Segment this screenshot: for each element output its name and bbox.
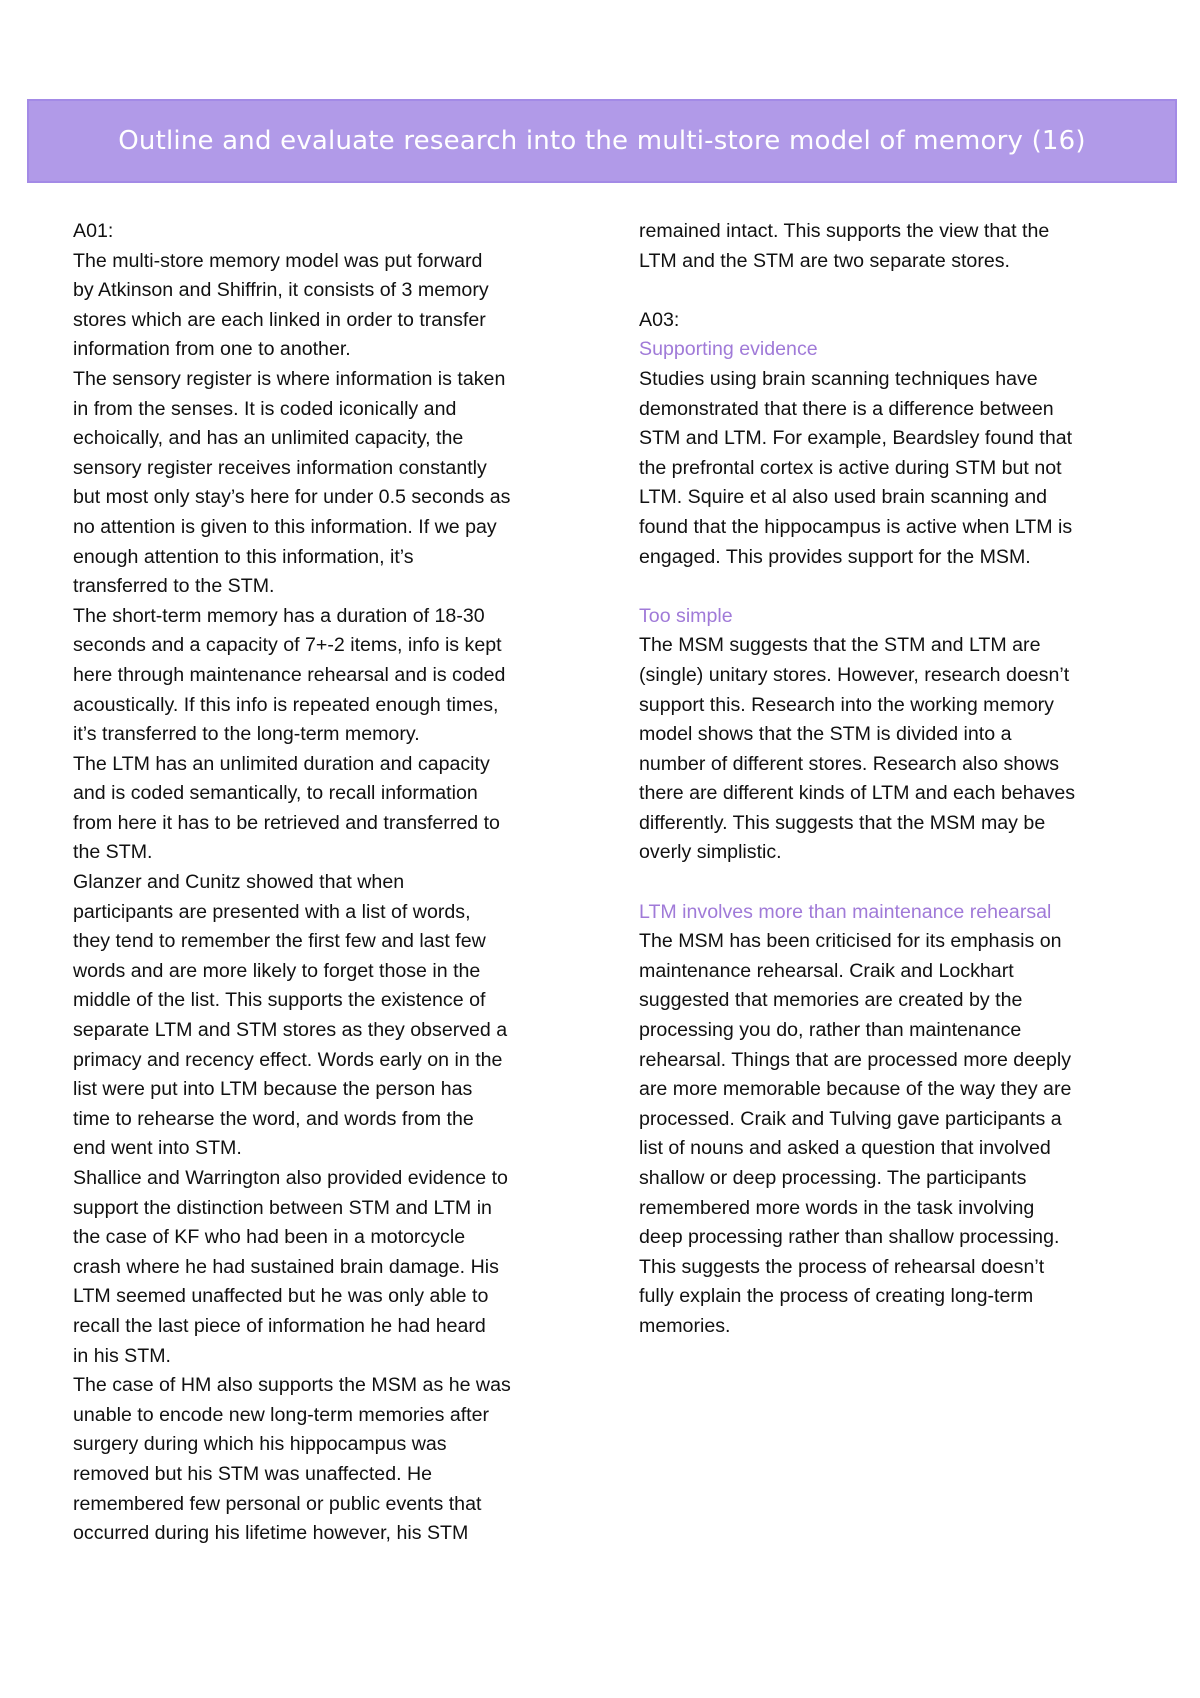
text-line: maintenance rehearsal. Craik and Lockhart: [639, 959, 1014, 982]
text-line: The short-term memory has a duration of 18-30: [73, 604, 485, 627]
text-line: the case of KF who had been in a motorcycle: [73, 1226, 466, 1249]
text-line: stores which are each linked in order to transfer: [73, 308, 486, 331]
text-line: participants are presented with a list of words,: [73, 900, 471, 923]
spacer: [639, 868, 1159, 898]
text-line: no attention is given to this information. If we pay: [73, 515, 497, 538]
section-subheading: LTM involves more than maintenance rehearsal: [639, 900, 1052, 923]
text-line: separate LTM and STM stores as they observed a: [73, 1019, 508, 1042]
text-line: the STM.: [73, 841, 153, 864]
text-line: model shows that the STM is divided into a: [639, 723, 1012, 746]
text-line: The MSM suggests that the STM and LTM are: [639, 634, 1041, 657]
text-line: crash where he had sustained brain damage. His: [73, 1255, 499, 1278]
text-line: seconds and a capacity of 7+-2 items, info is kept: [73, 634, 502, 657]
ao1-heading: A01:: [73, 220, 114, 242]
text-line: end went into STM.: [73, 1137, 242, 1160]
evaluation-section: [639, 898, 1159, 1342]
text-line: time to rehearse the word, and words from the: [73, 1107, 474, 1130]
text-line: support this. Research into the working memory: [639, 693, 1054, 716]
text-line: The multi-store memory model was put forward: [73, 249, 483, 272]
text-line: sensory register receives information constantly: [73, 456, 487, 479]
text-line: words and are more likely to forget those in the: [73, 959, 481, 982]
text-line: information from one to another.: [73, 338, 351, 361]
text-line: primacy and recency effect. Words early on in the: [73, 1048, 503, 1071]
text-line: The LTM has an unlimited duration and capacity: [73, 752, 490, 775]
text-line: suggested that memories are created by the: [639, 989, 1023, 1012]
spacer: [639, 572, 1159, 602]
text-line: enough attention to this information, it’s: [73, 545, 414, 568]
text-line: engaged. This provides support for the MSM.: [639, 545, 1031, 568]
text-line: found that the hippocampus is active when LTM is: [639, 515, 1073, 538]
text-line: shallow or deep processing. The participants: [639, 1167, 1027, 1189]
text-line: rehearsal. Things that are processed more deeply: [639, 1048, 1072, 1071]
text-line: and is coded semantically, to recall information: [73, 782, 478, 805]
text-line: number of different stores. Research also shows: [639, 752, 1060, 775]
left-column: [73, 217, 583, 1549]
text-line: overly simplistic.: [639, 841, 782, 864]
text-line: middle of the list. This supports the existence of: [73, 989, 486, 1012]
text-line: are more memorable because of the way they are: [639, 1078, 1072, 1101]
text-line: The case of HM also supports the MSM as he was: [73, 1374, 511, 1397]
text-line: remembered few personal or public events that: [73, 1492, 482, 1515]
text-line: remained intact. This supports the view that the: [639, 220, 1050, 242]
text-line: STM and LTM. For example, Beardsley found that: [639, 427, 1073, 450]
text-line: Glanzer and Cunitz showed that when: [73, 871, 405, 894]
text-line: there are different kinds of LTM and each behaves: [639, 782, 1076, 805]
text-line: (single) unitary stores. However, research doesn’t: [639, 663, 1070, 686]
text-line: echoically, and has an unlimited capacity, the: [73, 427, 464, 450]
text-line: acoustically. If this info is repeated enough times,: [73, 693, 499, 716]
evaluation-section: [639, 335, 1159, 572]
text-line: from here it has to be retrieved and transferred to: [73, 811, 500, 834]
text-line: The sensory register is where information is taken: [73, 367, 506, 390]
text-line: processed. Craik and Tulving gave participants a: [639, 1107, 1062, 1130]
text-line: it’s transferred to the long-term memory.: [73, 723, 420, 746]
text-line: support the distinction between STM and LTM in: [73, 1196, 492, 1219]
text-line: list of nouns and asked a question that involved: [639, 1137, 1051, 1160]
evaluation-section: [639, 602, 1159, 868]
right-column: [639, 217, 1159, 1342]
text-line: memories.: [639, 1314, 731, 1337]
text-line: deep processing rather than shallow processing.: [639, 1226, 1060, 1249]
section-subheading: Too simple: [639, 604, 733, 627]
text-line: in his STM.: [73, 1344, 171, 1367]
text-line: transferred to the STM.: [73, 575, 275, 598]
text-line: LTM and the STM are two separate stores.: [639, 249, 1010, 272]
text-line: here through maintenance rehearsal and is coded: [73, 663, 506, 686]
spacer: [639, 276, 1159, 306]
text-line: by Atkinson and Shiffrin, it consists of 3 memory: [73, 279, 489, 302]
text-line: recall the last piece of information he had heard: [73, 1314, 486, 1337]
text-line: This suggests the process of rehearsal doesn’t: [639, 1255, 1045, 1278]
text-line: LTM. Squire et al also used brain scanning and: [639, 486, 1048, 509]
text-line: unable to encode new long-term memories after: [73, 1403, 490, 1426]
text-line: processing you do, rather than maintenance: [639, 1019, 1022, 1042]
page-title: Outline and evaluate research into the multi-store model of memory (16): [118, 126, 1086, 156]
text-line: the prefrontal cortex is active during STM but not: [639, 456, 1062, 479]
ao1-body: [73, 247, 583, 1549]
text-line: demonstrated that there is a difference between: [639, 397, 1054, 420]
title-banner: [27, 99, 1177, 183]
ao3-heading: A03:: [639, 308, 680, 331]
continuation-text: [639, 217, 1159, 276]
ao3-sections: [639, 335, 1159, 1341]
text-line: removed but his STM was unaffected. He: [73, 1462, 433, 1485]
text-line: list were put into LTM because the person has: [73, 1078, 473, 1101]
text-line: Studies using brain scanning techniques have: [639, 367, 1038, 390]
text-line: fully explain the process of creating long-term: [639, 1285, 1034, 1308]
text-line: but most only stay’s here for under 0.5 seconds as: [73, 486, 511, 509]
text-line: Shallice and Warrington also provided evidence to: [73, 1167, 508, 1189]
text-line: occurred during his lifetime however, his STM: [73, 1522, 469, 1545]
text-line: differently. This suggests that the MSM may be: [639, 811, 1046, 834]
section-subheading: Supporting evidence: [639, 338, 818, 361]
text-line: LTM seemed unaffected but he was only able to: [73, 1285, 489, 1308]
text-line: they tend to remember the first few and last few: [73, 930, 486, 953]
text-line: The MSM has been criticised for its emphasis on: [639, 930, 1062, 953]
text-line: surgery during which his hippocampus was: [73, 1433, 447, 1456]
text-line: remembered more words in the task involving: [639, 1196, 1035, 1219]
text-line: in from the senses. It is coded iconically and: [73, 397, 457, 420]
